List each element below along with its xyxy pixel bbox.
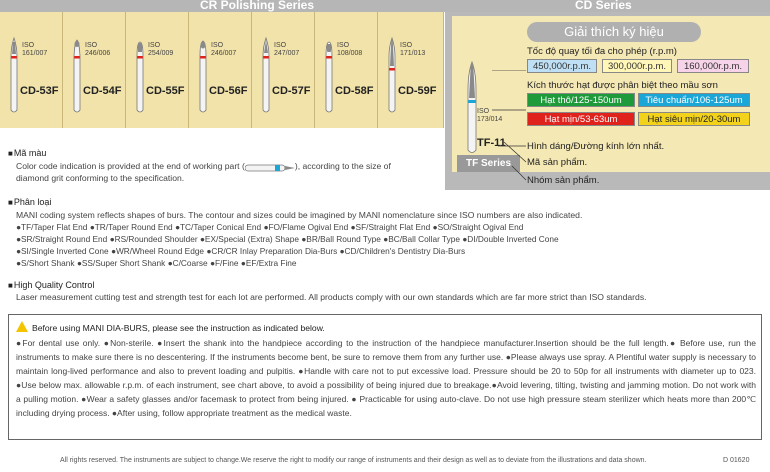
bur-item (126, 12, 189, 128)
color-code-bur-icon (245, 163, 295, 171)
bur-iso-label: ISO 108/008 (337, 42, 363, 57)
bur-item (63, 12, 126, 128)
bur-iso-label: ISO 246/006 (85, 42, 111, 57)
shape-label: Hình dáng/Đường kính lớn nhất. (527, 141, 665, 152)
tf-series-label: TF Series (457, 155, 520, 172)
legend-title: Giải thích ký hiệu (527, 22, 701, 42)
grit-box-coarse: Hạt thô/125-150um (527, 93, 635, 107)
grit-box-extra-fine: Hạt siêu mịn/20-30um (638, 112, 750, 126)
bur-icon (321, 36, 337, 116)
bur-item (315, 12, 378, 128)
bur-icon (6, 36, 22, 116)
color-code-text: Color code indication is provided at the end of working part ( ), according to the size of (16, 161, 391, 171)
warning-heading: Before using MANI DIA-BURS, please see the instruction as indicated below. (16, 320, 325, 333)
speed-box-300k: 300,000r.p.m. (602, 59, 672, 73)
code-label: Mã sản phẩm. (527, 157, 588, 168)
classification-codes: ●SR/Straight Round End ●RS/Rounded Shoulder ●EX/Special (Extra) Shape ●BR/Ball Round Type ●BC/Ball Collar Type ●DI/Double Inverted Cone (16, 234, 559, 244)
bur-code: CD-54F (83, 85, 122, 97)
color-code-heading: ■ Mã màu (8, 148, 46, 158)
bur-code: CD-56F (209, 85, 248, 97)
bur-icon (132, 36, 148, 116)
bur-item (189, 12, 252, 128)
bur-item (252, 12, 315, 128)
group-label: Nhóm sản phẩm. (527, 175, 600, 186)
bur-icon (258, 36, 274, 116)
classification-codes: ●S/Short Shank ●SS/Super Short Shank ●C/Coarse ●F/Fine ●EF/Extra Fine (16, 258, 297, 268)
bur-code: CD-55F (146, 85, 185, 97)
speed-box-450k: 450,000r.p.m. (527, 59, 597, 73)
quality-text: Laser measurement cutting test and strength test for each lot are performed. All products comply with our own standards which are far more strict than ISO standards. (16, 292, 647, 302)
grit-box-standard: Tiêu chuẩn/106-125um (638, 93, 750, 107)
grit-label: Kích thước hạt được phân biệt theo mầu sơn (527, 80, 718, 91)
classification-heading: ■ Phân loại (8, 197, 51, 207)
warning-icon (16, 321, 28, 332)
series-header-bar (0, 0, 770, 12)
classification-codes: ●SI/Single Inverted Cone ●WR/Wheel Round Edge ●CR/CR Inlay Preparation Dia-Burs ●CD/Children's Dentistry Dia-Burs (16, 246, 466, 256)
bur-iso-label: ISO 171/013 (400, 42, 426, 57)
classification-codes: ●TF/Taper Flat End ●TR/Taper Round End ●TC/Taper Conical End ●FO/Flame Ogival End ●SF/Straight Flat End ●SO/Straight Ogival End (16, 222, 524, 232)
classification-intro: MANI coding system reflects shapes of burs. The contour and sizes could be imagined by MANI nomenclature since ISO numbers are also indicated. (16, 210, 583, 220)
bur-icon (384, 36, 400, 116)
tf-iso-label: ISO 173/014 (477, 108, 503, 123)
grit-box-fine: Hạt mịn/53-63um (527, 112, 635, 126)
bur-code: CD-59F (398, 85, 437, 97)
bur-iso-label: ISO 161/007 (22, 42, 48, 57)
bur-icon (69, 36, 85, 116)
footer-text: All rights reserved. The instruments are subject to change.We reserve the right to modify our range of instruments and their design as well as to deviate from the illustrations and data shown. (60, 457, 647, 464)
legend-pointer-lines (470, 70, 530, 182)
bur-code: CD-53F (20, 85, 59, 97)
bur-code: CD-57F (272, 85, 311, 97)
speed-label: Tốc độ quay tối đa cho phép (r.p.m) (527, 46, 677, 57)
bur-iso-label: ISO 247/007 (274, 42, 300, 57)
bur-item (0, 12, 63, 128)
color-code-text-2: diamond grit conforming to the specification. (16, 173, 185, 183)
bur-item (378, 12, 444, 128)
bur-iso-label: ISO 246/007 (211, 42, 237, 57)
cr-series-title: CR Polishing Series (200, 0, 315, 12)
quality-heading: ■ High Quality Control (8, 280, 94, 290)
cd-series-title: CD Series (575, 0, 632, 12)
bur-iso-label: ISO 254/009 (148, 42, 174, 57)
tf-code: TF-11 (477, 137, 506, 149)
bur-code: CD-58F (335, 85, 374, 97)
page-number: D 01620 (723, 457, 750, 464)
warning-body: ●For dental use only. ●Non-sterile. ●Insert the shank into the handpiece according to the instruction of the handpiece manufacturer.Insertion should be the full length.● Before use, run the instruments to make sure there is no descentering. If the instruments become bent, be sure to remove them from any further use. ●Please always use spray. A Plentiful water supply is necessary to maintain long-lived performance and also to prevent loading and pulpitis. ●Handle with care not to put excessive load. Pressure should be 20 to 50p for all instruments with diameter up to 023. ●Use below max. allowable r.p.m. of each instrument, see chart above, to avoid a possibility of being injured due to breakage.●Avoid levering, tilting, twisting and jamming motion. Do not work with a pulling motion. ●Wear a safety glasses and/or facemask to protect from being injured. ● Practicable for using auto-clave. Do not use high pressure steam sterilizer which heats more than 200℃ including drying process. ●After using, follow appropriate treatment as the medical waste. (16, 338, 756, 418)
speed-box-160k: 160,000r.p.m. (677, 59, 749, 73)
bur-icon (195, 36, 211, 116)
